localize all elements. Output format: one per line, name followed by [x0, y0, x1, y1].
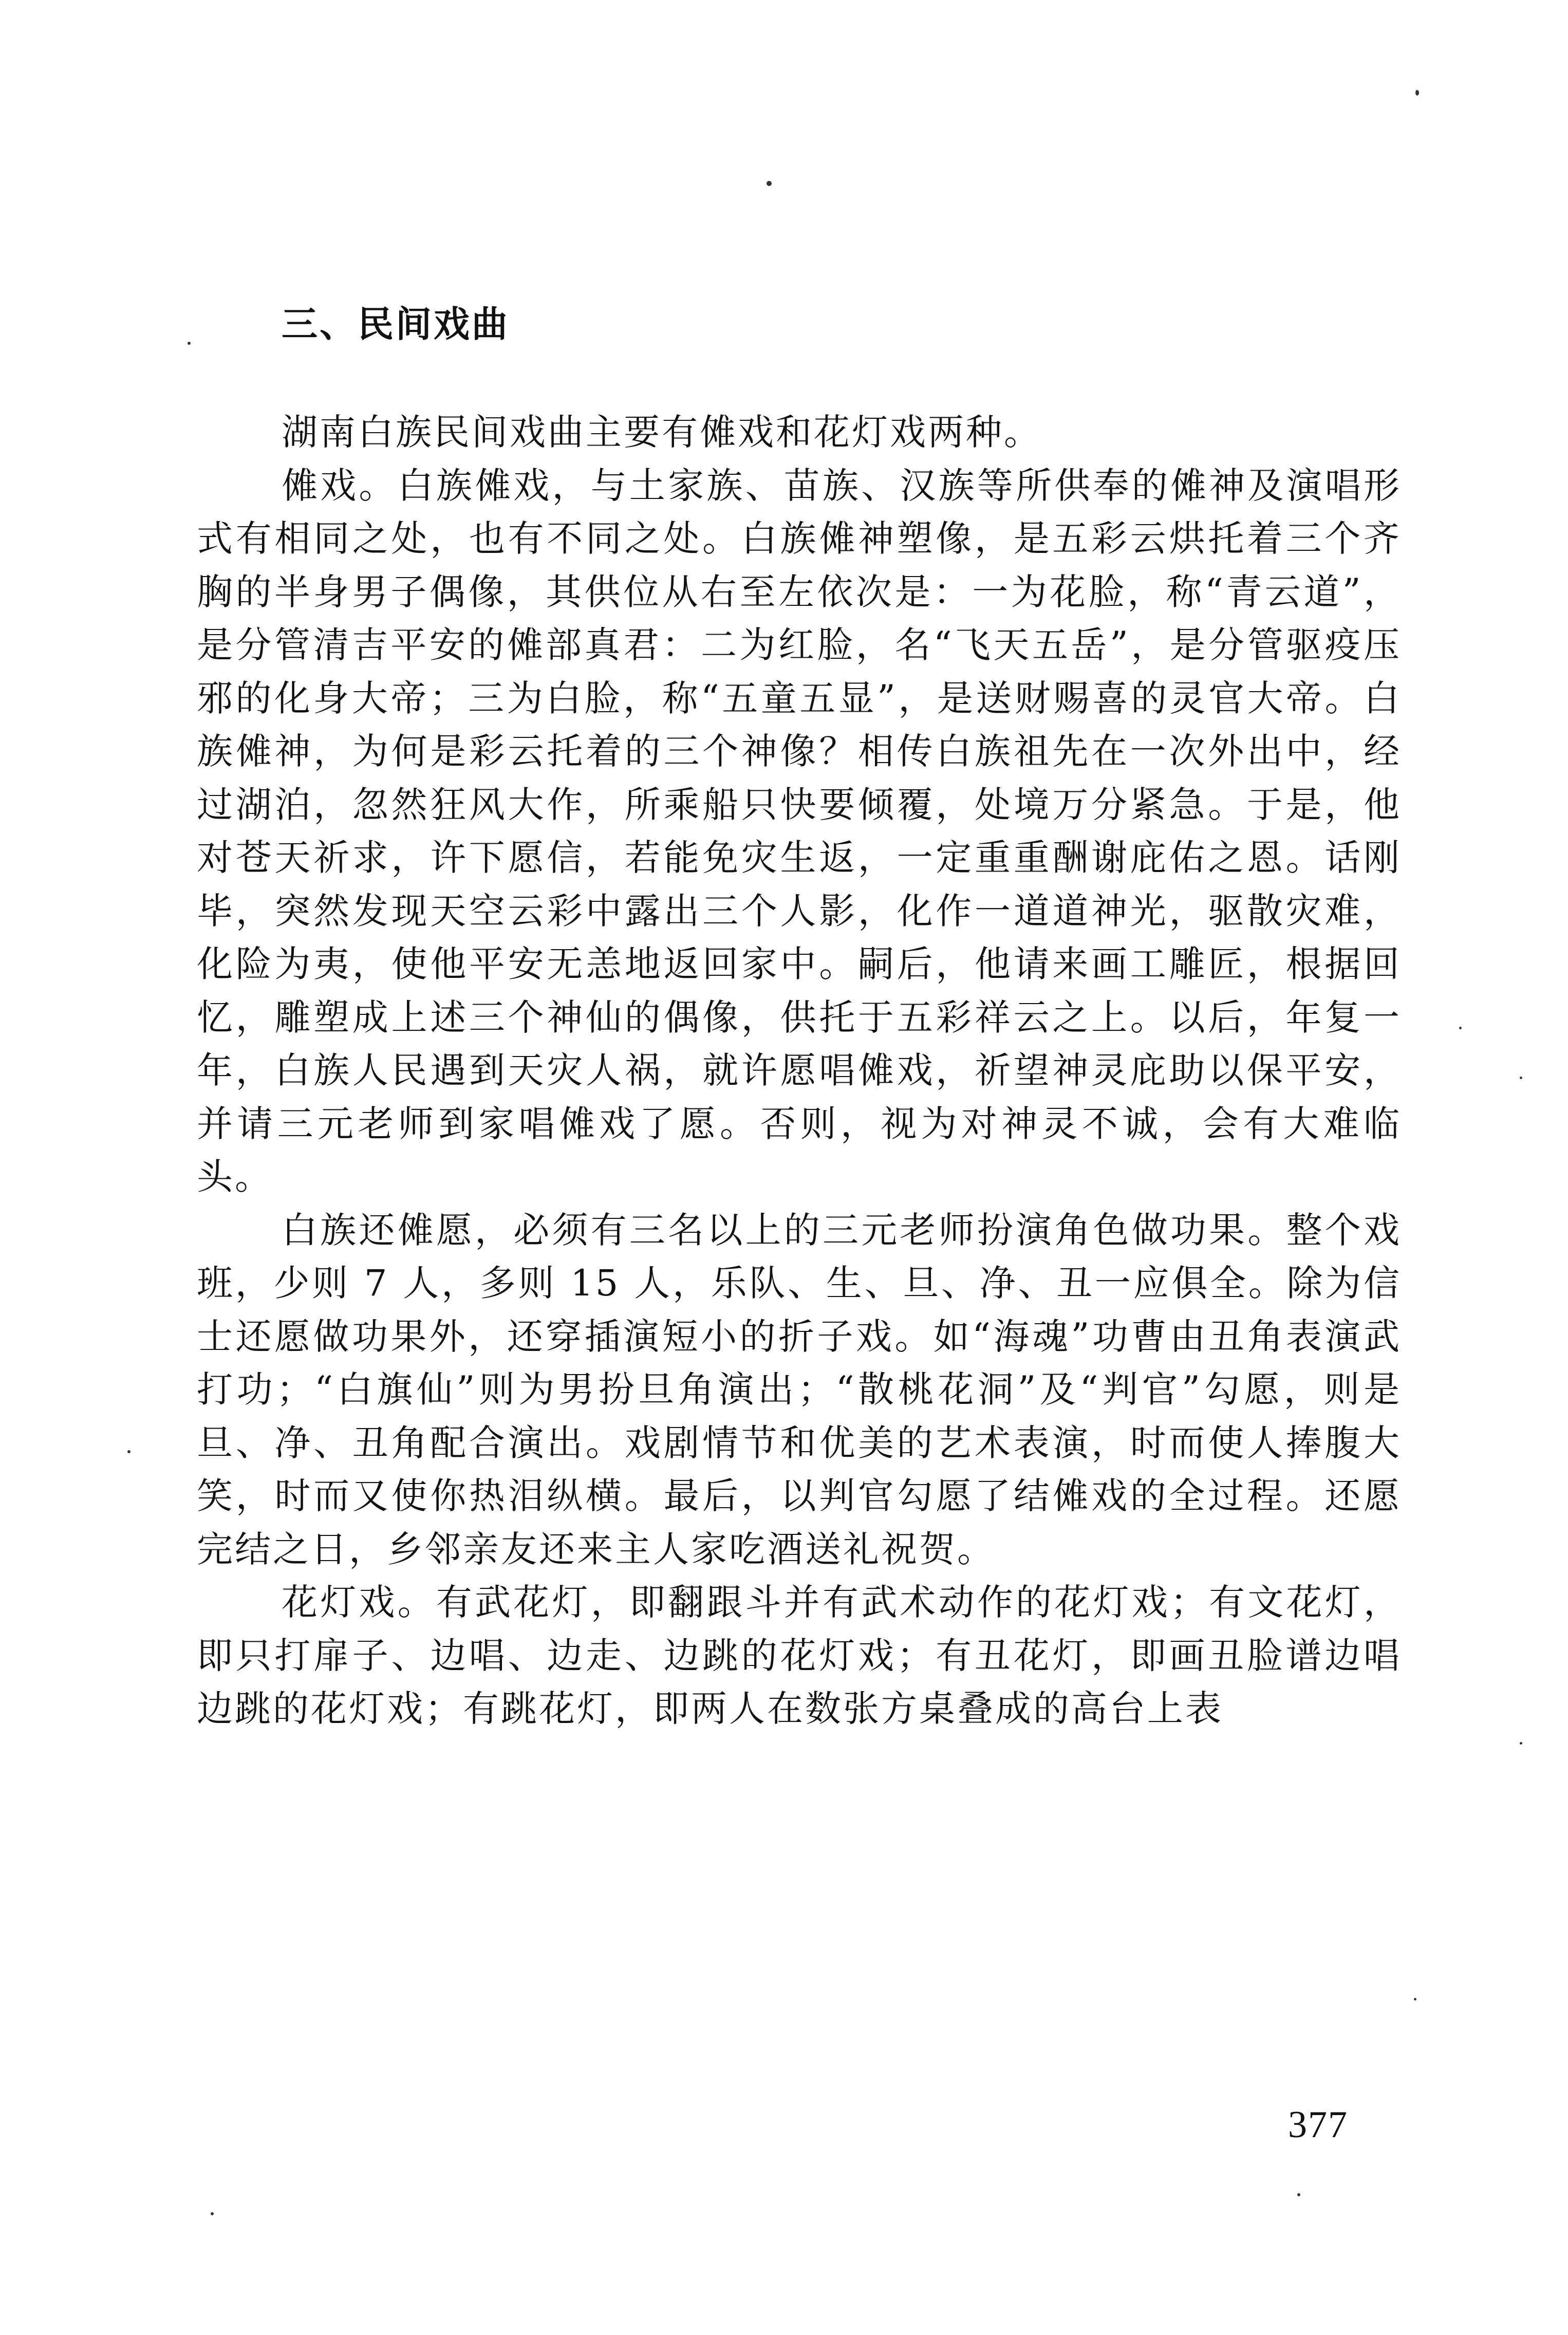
scan-speck — [127, 1450, 130, 1453]
paragraph-nuo-vow: 白族还傩愿，必须有三名以上的三元老师扮演角色做功果。整个戏班，少则 7 人，多则 15 人，乐队、生、旦、净、丑一应俱全。除为信士还愿做功果外，还穿插演短小的折子戏。如“海魂”功曹由丑角表演武打功；“白旗仙”则为男扮旦角演出；“散桃花洞”及“判官”勾愿，则是旦、净、丑角配合演出。戏剧情节和优美的艺术表演，时而使人捧腹大笑，时而又使你热泪纵横。最后，以判官勾愿了结傩戏的全过程。还愿完结之日，乡邻亲友还来主人家吃酒送礼祝贺。 — [197, 1209, 1402, 1570]
scan-speck — [1459, 1027, 1462, 1029]
paragraph-intro: 湖南白族民间戏曲主要有傩戏和花灯戏两种。 — [282, 411, 1042, 453]
page-number: 377 — [1288, 2104, 1348, 2146]
scan-speck — [1415, 90, 1419, 96]
paragraph-flower-lantern: 花灯戏。有武花灯，即翻跟斗并有武术动作的花灯戏；有文花灯，即只打扉子、边唱、边走、边跳的花灯戏；有丑花灯，即画丑脸谱边唱边跳的花灯戏；有跳花灯，即两人在数张方桌叠成的高台上表 — [197, 1581, 1402, 1730]
scan-speck — [767, 181, 772, 186]
scan-speck — [1520, 1077, 1522, 1079]
scan-speck — [188, 342, 191, 345]
scan-speck — [1414, 1998, 1416, 2000]
scan-speck — [1297, 2193, 1300, 2196]
section-heading: 三、民间戏曲 — [282, 303, 510, 345]
scan-speck — [1520, 1742, 1522, 1745]
body-text — [197, 406, 1402, 1736]
paragraph-nuo-opera: 傩戏。白族傩戏，与土家族、苗族、汉族等所供奉的傩神及演唱形式有相同之处，也有不同之处。白族傩神塑像，是五彩云烘托着三个齐胸的半身男子偶像，其供位从右至左依次是：一为花脸，称“青云道”，是分管清吉平安的傩部真君：二为红脸，名“飞天五岳”，是分管驱疫压邪的化身大帝；三为白脸，称“五童五显”，是送财赐喜的灵官大帝。白族傩神，为何是彩云托着的三个神像？相传白族祖先在一次外出中，经过湖泊，忽然狂风大作，所乘船只快要倾覆，处境万分紧急。于是，他对苍天祈求，许下愿信，若能免灾生返，一定重重酬谢庇佑之恩。话刚毕，突然发现天空云彩中露出三个人影，化作一道道神光，驱散灾难，化险为夷，使他平安无恙地返回家中。嗣后，他请来画工雕匠，根据回忆，雕塑成上述三个神仙的偶像，供托于五彩祥云之上。以后，年复一年，白族人民遇到天灾人祸，就许愿唱傩戏，祈望神灵庇助以保平安，并请三元老师到家唱傩戏了愿。否则，视为对神灵不诚，会有大难临头。 — [197, 464, 1402, 1198]
scan-speck — [211, 2212, 214, 2215]
